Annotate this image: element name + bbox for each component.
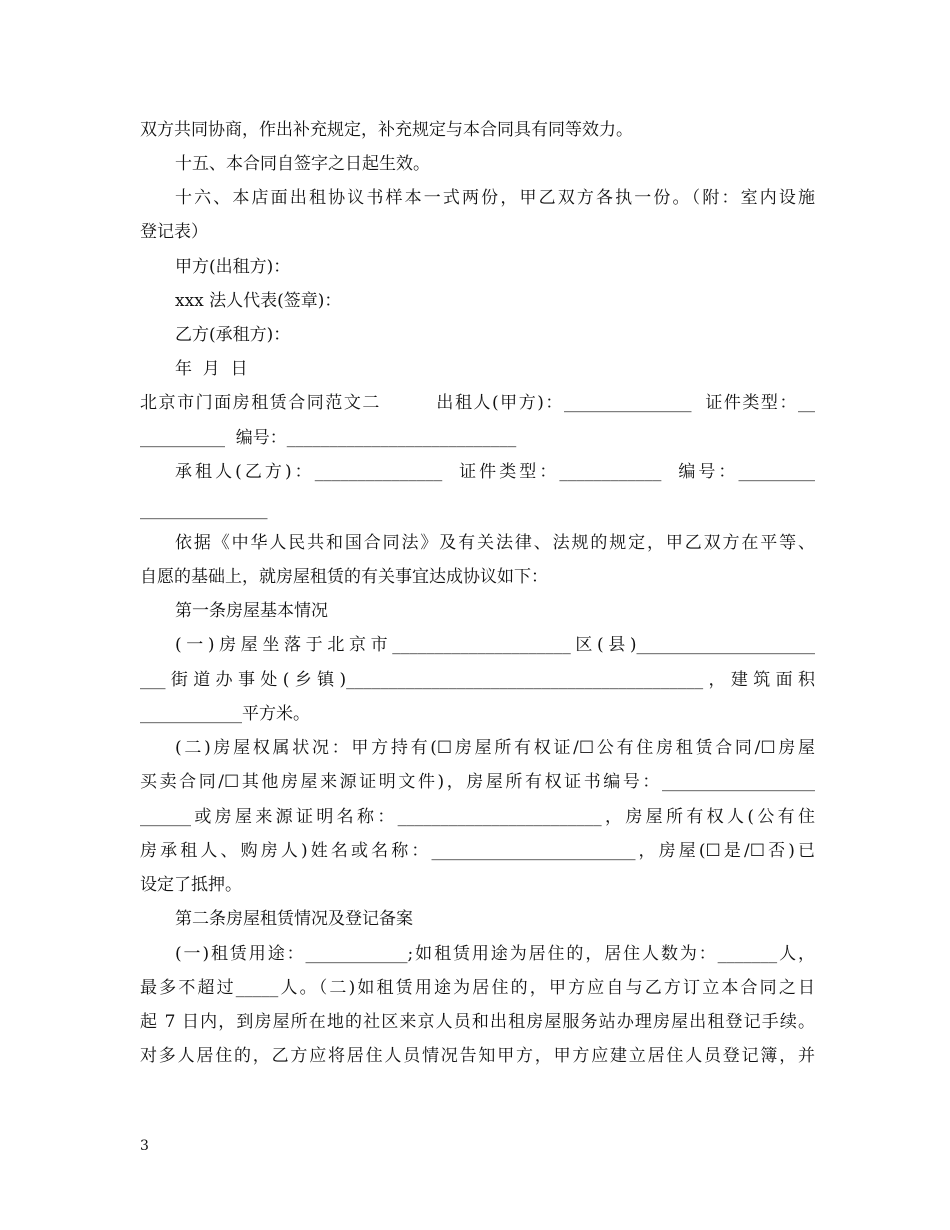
text-line: ______或房屋来源证明名称：________________________，房屋所有权人(公有住 — [140, 807, 815, 827]
text-line: 自愿的基础上，就房屋租赁的有关事宜达成协议如下： — [140, 567, 548, 587]
text-line: 设定了抵押。 — [140, 875, 242, 895]
text-line: 登记表） — [140, 222, 208, 242]
text-line: 十五、本合同自签字之日起生效。 — [175, 154, 430, 174]
text-line: 依据《中华人民共和国合同法》及有关法律、法规的规定，甲乙双方在平等、 — [175, 533, 815, 553]
text-line: (一)租赁用途：____________;如租赁用途为居住的，居住人数为：_______人， — [175, 944, 815, 964]
text-line: 第一条房屋基本情况 — [175, 601, 328, 621]
text-line: xxx 法人代表(签章)： — [175, 291, 342, 311]
text-line: 甲方(出租方)： — [175, 257, 291, 277]
text-line: (二)房屋权属状况：甲方持有(☐房屋所有权证/☐公有住房租赁合同/☐房屋 — [175, 738, 815, 758]
text-line: (一)房屋坐落于北京市_____________________区(县)_____________________ — [175, 635, 815, 655]
text-line: 买卖合同/☐其他房屋来源证明文件)，房屋所有权证书编号：__________________ — [140, 772, 815, 792]
text-line: ___街道办事处(乡镇)__________________________________________，建筑面积 — [140, 670, 815, 690]
text-line: 最多不超过_____人。（二)如租赁用途为居住的，甲方应自与乙方订立本合同之日 — [140, 978, 815, 998]
text-line: 双方共同协商，作出补充规定，补充规定与本合同具有同等效力。 — [140, 120, 633, 140]
page-number: 3 — [140, 1138, 149, 1154]
text-line: _______________ — [140, 500, 268, 520]
text-line: 对多人居住的，乙方应将居住人员情况告知甲方，甲方应建立居住人员登记簿，并 — [140, 1046, 815, 1066]
text-line: 承租人(乙方)：_______________ 证件类型：____________ 编号：_________ — [175, 462, 815, 482]
text-line: 第二条房屋租赁情况及登记备案 — [175, 909, 413, 929]
text-line: __________ 编号：___________________________ — [140, 428, 517, 448]
text-line: 乙方(承租方)： — [175, 325, 291, 345]
text-line: 起 7 日内，到房屋所在地的社区来京人员和出租房屋服务站办理房屋出租登记手续。 — [140, 1012, 815, 1032]
text-line: 十六、本店面出租协议书样本一式两份，甲乙双方各执一份。（附：室内设施 — [175, 188, 815, 208]
text-line: 年 月 日 — [175, 359, 248, 379]
text-line: 北京市门面房租赁合同范文二 出租人(甲方)：_______________ 证件类型：__ — [140, 393, 815, 413]
text-line: 房承租人、购房人)姓名或名称：________________________，房屋(☐是/☐否)已 — [140, 841, 815, 861]
text-line: ____________平方米。 — [140, 704, 310, 724]
